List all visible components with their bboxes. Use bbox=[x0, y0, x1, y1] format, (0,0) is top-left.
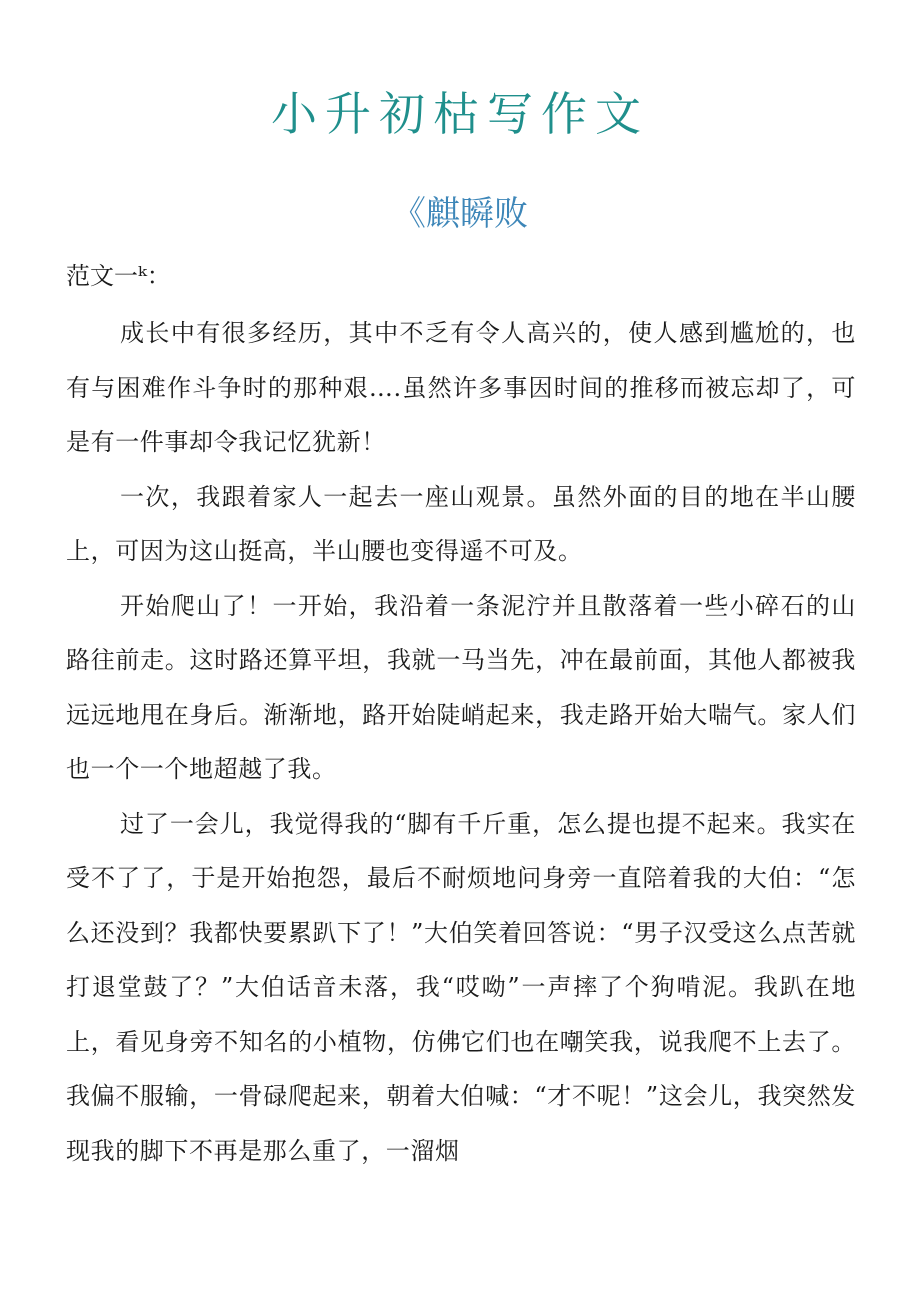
paragraph: 过了一会儿，我觉得我的“脚有千斤重，怎么提也提不起来。我实在受不了了，于是开始抱怨，最后不耐烦地问身旁一直陪着我的大伯：“怎么还没到？我都快要累趴下了！”大伯笑着回答说：“男子汉受这么点苦就打退堂鼓了？”大伯话音未落，我“哎呦”一声摔了个狗啃泥。我趴在地上，看见身旁不知名的小植物，仿佛它们也在嘲笑我，说我爬不上去了。我偏不服输，一骨碌爬起来，朝着大伯喊：“才不呢！”这会儿，我突然发现我的脚下不再是那么重了，一溜烟 bbox=[66, 809, 856, 1165]
paragraph: 成长中有很多经历，其中不乏有令人高兴的，使人感到尴尬的，也有与困难作斗争时的那种艰….虽然许多事因时间的推移而被忘却了，可是有一件事却令我记忆犹新！ bbox=[66, 319, 856, 456]
document-title: 小升初枯写作文 bbox=[271, 87, 649, 141]
paragraph: 开始爬山了！一开始，我沿着一条泥泞并且散落着一些小碎石的山路往前走。这时路还算平坦，我就一马当先，冲在最前面，其他人都被我远远地甩在身后。渐渐地，路开始陡峭起来，我走路开始大喘气。家人们也一个一个地超越了我。 bbox=[66, 591, 856, 783]
section-label: 范文一ᵏ： bbox=[66, 262, 171, 290]
essay-body bbox=[66, 306, 856, 1178]
paragraph: 一次，我跟着家人一起去一座山观景。虽然外面的目的地在半山腰上，可因为这山挺高，半山腰也变得遥不可及。 bbox=[66, 482, 856, 565]
document-subtitle: 《麒瞬败 bbox=[392, 194, 528, 234]
